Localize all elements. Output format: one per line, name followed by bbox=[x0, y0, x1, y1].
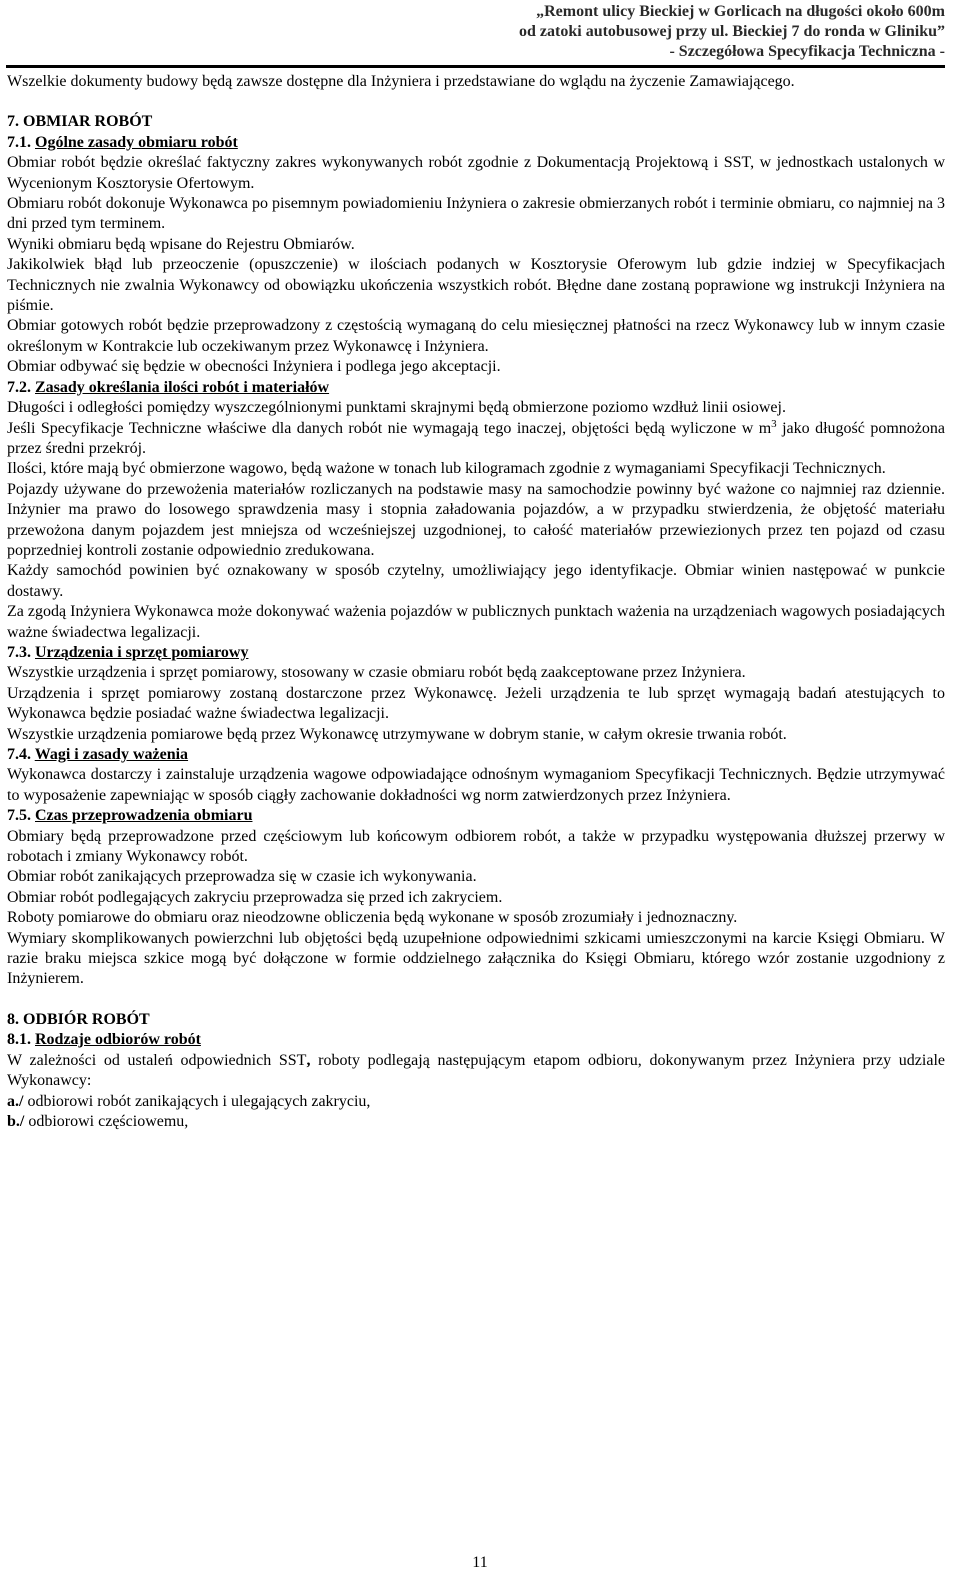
paragraph: Obmiar robót podlegających zakryciu przeprowadza się przed ich zakryciem. bbox=[7, 888, 503, 906]
paragraph: Wszystkie urządzenia i sprzęt pomiarowy, stosowany w czasie obmiaru robót będą zaakceptowane przez Inżyniera. bbox=[7, 664, 746, 682]
paragraph: Obmiaru robót dokonuje Wykonawca po pisemnym powiadomieniu Inżyniera o zakresie obmierzanych robót i terminie obmiaru, co najmniej na 3 dni przed tym terminem. bbox=[7, 195, 945, 233]
paragraph: Roboty pomiarowe do obmiaru oraz nieodzowne obliczenia będą wykonane w sposób zrozumiały i jednoznaczny. bbox=[7, 909, 738, 927]
section-7-2-heading bbox=[7, 378, 945, 398]
list-marker: a./ bbox=[7, 1092, 24, 1110]
page-header bbox=[0, 2, 945, 62]
section-8-1-number: 8.1. bbox=[7, 1031, 31, 1049]
paragraph-volume bbox=[7, 419, 945, 460]
section-7-4-heading bbox=[7, 745, 945, 765]
section-7-1-heading bbox=[7, 133, 945, 153]
section-7-3-number: 7.3. bbox=[7, 643, 31, 661]
header-line-2: od zatoki autobusowej przy ul. Bieckiej 7 do ronda w Gliniku” bbox=[519, 23, 945, 40]
paragraph: Każdy samochód powinien być oznakowany w sposób czytelny, umożliwiający jego identyfikacje. Obmiar winien następować w punkcie dostawy. bbox=[7, 562, 945, 600]
text-run: jako długość pomnożona przez średni przekrój. bbox=[7, 419, 945, 457]
paragraph: Obmiary będą przeprowadzone przed częściowym lub końcowym odbiorem robót, a także w przypadku występowania dłuższej przerwy w robotach i zmiany Wykonawcy robót. bbox=[7, 827, 945, 866]
list-item bbox=[7, 1112, 945, 1132]
paragraph: Długości i odległości pomiędzy wyszczególnionymi punktami skrajnymi będą obmierzone poziomo wzdłuż linii osiowej. bbox=[7, 399, 786, 417]
list-item-text: odbiorowi częściowemu, bbox=[24, 1112, 189, 1130]
text-run: Jeśli Specyfikacje Techniczne właściwe dla danych robót nie wymagają tego inaczej, objętości będą wyliczone w m bbox=[7, 419, 772, 437]
section-7-5-title: Czas przeprowadzenia obmiaru bbox=[35, 807, 253, 825]
paragraph: Wymiary skomplikowanych powierzchni lub objętości będą uzupełnione odpowiednimi szkicami umieszczonymi na karcie Księgi Obmiaru. W razie braku miejsca szkice mogą być dołączone w formie oddzielnego załącznika do Księgi Obmiaru, którego wzór zostanie uzgodniony z Inżynierem. bbox=[7, 929, 945, 988]
paragraph: Wyniki obmiaru będą wpisane do Rejestru Obmiarów. bbox=[7, 235, 355, 253]
paragraph: Urządzenia i sprzęt pomiarowy zostaną dostarczone przez Wykonawcę. Jeżeli urządzenia te lub sprzęt wymagają badań atestujących to Wykonawca będzie posiadać ważne świadectwa legalizacji. bbox=[7, 684, 945, 723]
section-7-2-title: Zasady określania ilości robót i materiałów bbox=[35, 378, 330, 396]
section-7-3-title: Urządzenia i sprzęt pomiarowy bbox=[35, 643, 249, 661]
list-item-text: odbiorowi robót zanikających i ulegających zakryciu, bbox=[23, 1092, 371, 1110]
paragraph: Wykonawca dostarczy i zainstaluje urządzenia wagowe odpowiadające odnośnym wymaganiom Specyfikacji Technicznych. Będzie utrzymywać to wyposażenie zapewniając w sposób ciągły zachowanie dokładności wg norm zatwierdzonych przez Inżyniera. bbox=[7, 766, 945, 804]
header-line-3: - Szczegółowa Specyfikacja Techniczna - bbox=[669, 43, 945, 60]
paragraph: Pojazdy używane do przewożenia materiałów rozliczanych na podstawie masy na samochodzie powinny być ważone co najmniej raz dziennie. Inżynier ma prawo do losowego sprawdzenia masy i stopnia załadowania pojazdów, a w przypadku stwierdzenia, że objętość materiału przewożona danym pojazdem jest mniejsza od wcześniejszej uzgodnionej, to całość materiałów przewiezionych przez ten pojazd od czasu poprzedniej kontroli zostanie odpowiednio zredukowana. bbox=[7, 480, 945, 559]
paragraph: Obmiar odbywać się będzie w obecności Inżyniera i podlega jego akceptacji. bbox=[7, 358, 501, 376]
section-7-5-heading bbox=[7, 806, 945, 826]
section-8-title: 8. ODBIÓR ROBÓT bbox=[7, 1010, 150, 1028]
section-8-1-title: Rodzaje odbiorów robót bbox=[35, 1031, 201, 1049]
paragraph: Ilości, które mają być obmierzone wagowo, będą ważone w tonach lub kilogramach zgodnie z wymaganiami Specyfikacji Technicznych. bbox=[7, 460, 886, 478]
header-divider bbox=[6, 65, 945, 68]
paragraph: Obmiar gotowych robót będzie przeprowadzony z częstością wymaganą do celu miesięcznej płatności na rzecz Wykonawcy lub w innym czasie określonym w Kontrakcie lub oczekiwanym przez Wykonawcę i Inżyniera. bbox=[7, 317, 945, 355]
superscript: 3 bbox=[771, 417, 777, 430]
text-run: W zależności od ustaleń odpowiednich SST bbox=[7, 1051, 307, 1069]
document-body bbox=[7, 72, 945, 1132]
paragraph: Jakikolwiek błąd lub przeoczenie (opuszczenie) w ilościach podanych w Kosztorysie Oferowym lub gdzie indziej w Specyfikacjach Technicznych nie zwalnia Wykonawcy od obowiązku ukończenia wszystkich robót. Błędne dane zostaną poprawione wg instrukcji Inżyniera na piśmie. bbox=[7, 256, 945, 315]
text-run: roboty podlegają następującym etapom odbioru, dokonywanym przez Inżyniera przy udziale Wykonawcy: bbox=[7, 1051, 945, 1090]
paragraph: Wszystkie urządzenia pomiarowe będą przez Wykonawcę utrzymywane w dobrym stanie, w całym okresie trwania robót. bbox=[7, 725, 787, 743]
section-7-1-title: Ogólne zasady obmiaru robót bbox=[35, 133, 238, 151]
paragraph: Obmiar robót zanikających przeprowadza się w czasie ich wykonywania. bbox=[7, 868, 477, 886]
section-8-1-heading bbox=[7, 1030, 945, 1050]
paragraph: Obmiar robót będzie określać faktyczny zakres wykonywanych robót zgodnie z Dokumentacją Projektową i SST, w jednostkach ustalonych w Wycenionym Kosztorysie Ofertowym. bbox=[7, 154, 945, 192]
page-number: 11 bbox=[472, 1554, 488, 1571]
paragraph-acceptance-stages bbox=[7, 1051, 945, 1092]
intro-paragraph: Wszelkie dokumenty budowy będą zawsze dostępne dla Inżyniera i przedstawiane do wglądu na życzenie Zamawiającego. bbox=[7, 73, 795, 90]
list-marker: b./ bbox=[7, 1112, 25, 1130]
section-7-5-number: 7.5. bbox=[7, 807, 31, 825]
section-7-2-number: 7.2. bbox=[7, 378, 31, 396]
section-7-4-title: Wagi i zasady ważenia bbox=[34, 746, 189, 763]
header-line-1: „Remont ulicy Bieckiej w Gorlicach na długości około 600m bbox=[536, 3, 945, 20]
section-7-1-number: 7.1. bbox=[7, 133, 31, 151]
section-7-title: 7. OBMIAR ROBÓT bbox=[7, 113, 153, 131]
paragraph: Za zgodą Inżyniera Wykonawca może dokonywać ważenia pojazdów w publicznych punktach ważenia na urządzeniach wagowych posiadających ważne świadectwa legalizacji. bbox=[7, 603, 945, 641]
section-7-4-number: 7.4. bbox=[7, 746, 31, 763]
section-7-3-heading bbox=[7, 643, 945, 663]
list-item bbox=[7, 1092, 945, 1112]
bold-comma: , bbox=[306, 1051, 311, 1069]
